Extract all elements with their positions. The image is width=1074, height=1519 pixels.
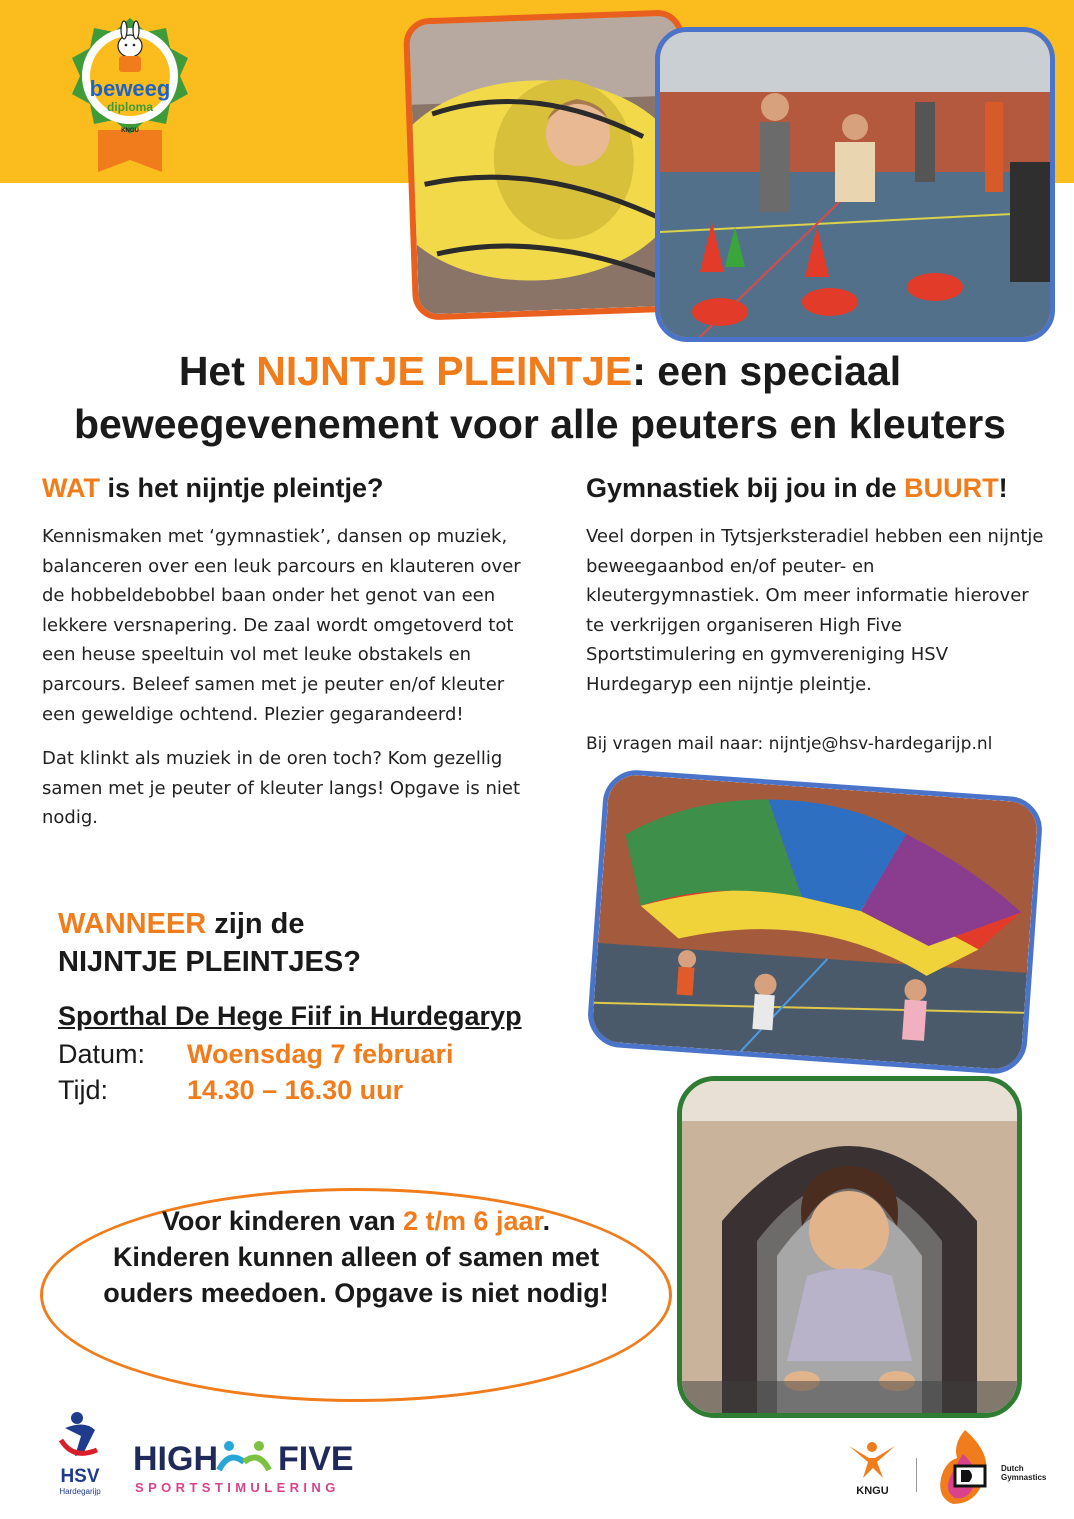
high-five-hands-icon: [215, 1440, 273, 1474]
wat-paragraph-1: Kennismaken met ‘gymnastiek’, dansen op muziek, balanceren over een leuk parcours en klauteren over de hobbeldebobbel baan onder het genot van een lekkere versnapering. De zaal wordt omgetoverd tot een heuse speeltuin vol met leuke obstakels en parcours. Beleef samen met je peuter en/of kleuter een geweldige ochtend. Plezier gegarandeerd!: [42, 526, 521, 725]
venue: Sporthal De Hege Fiif in Hurdegaryp: [58, 1001, 522, 1031]
flame-icon: [935, 1428, 995, 1506]
wat-paragraph-2: Dat klinkt als muziek in de oren toch? Kom gezellig samen met je peuter of kleuter langs! Opgave is niet nodig.: [42, 748, 521, 829]
buurt-text: [586, 522, 1046, 759]
logo-line1: beweeg: [89, 76, 171, 101]
logo-line2: diploma: [106, 100, 154, 114]
hsv-name: HSV: [60, 1466, 100, 1487]
photo-gym-hall: [655, 27, 1055, 342]
date-value: Woensdag 7 februari: [187, 1039, 454, 1069]
dutch-gymnastics-logo: [935, 1428, 1060, 1508]
callout-text: [90, 1203, 622, 1311]
time-label: Tijd:: [58, 1075, 109, 1105]
wanneer-heading: [58, 905, 361, 981]
photo-parachute: [586, 768, 1044, 1076]
time-row: [58, 1075, 403, 1106]
page-title: [20, 345, 1060, 451]
kngu-logo: [845, 1440, 900, 1500]
photo-girl-tunnel: [677, 1076, 1022, 1418]
high-five-logo: [133, 1440, 363, 1500]
title-part2: : een speciaal: [632, 348, 902, 394]
wat-text: [42, 522, 537, 833]
high-five-subtitle: SPORTSTIMULERING: [135, 1480, 340, 1495]
gymnastics-word: Gymnastics: [1001, 1473, 1047, 1482]
buurt-heading: [586, 473, 1008, 504]
footer-divider: [916, 1458, 917, 1492]
callout-part2: .: [542, 1206, 551, 1236]
title-line2: beweegevenement voor alle peuters en kleuters: [74, 401, 1006, 447]
photo-tunnel-child: [403, 9, 693, 321]
high-five-left: HIGH: [133, 1440, 218, 1478]
hsv-logo: [55, 1410, 105, 1502]
buurt-paragraph: Veel dorpen in Tytsjerksteradiel hebben een nijntje beweegaanbod en/of peuter- en kleutergymnastiek. Om meer informatie hierover te verkrijgen organiseren High Five Sportstimulering en gymvereniging HSV Hurdegaryp een nijntje pleintje.: [586, 526, 1044, 695]
title-part1: Het: [178, 348, 257, 394]
kngu-name: KNGU: [856, 1485, 889, 1497]
high-five-right: FIVE: [278, 1440, 354, 1478]
beweeg-diploma-logo: [60, 10, 200, 175]
wanneer-heading-line2: NIJNTJE PLEINTJES?: [58, 946, 361, 978]
contact-email[interactable]: Bij vragen mail naar: nijntje@hsv-hardegarijp.nl: [586, 733, 993, 754]
buurt-heading-highlight: BUURT: [904, 473, 999, 503]
callout-highlight: 2 t/m 6 jaar: [402, 1206, 543, 1236]
callout-line2: Kinderen kunnen alleen of samen met ouders meedoen. Opgave is niet nodig!: [103, 1242, 609, 1308]
time-value: 14.30 – 16.30 uur: [187, 1075, 404, 1105]
callout-part1: Voor kinderen van: [161, 1206, 403, 1236]
date-row: [58, 1039, 454, 1070]
title-highlight: NIJNTJE PLEINTJE: [256, 348, 633, 394]
buurt-heading-end: !: [998, 473, 1008, 503]
buurt-heading-rest: Gymnastiek bij jou in de: [586, 473, 905, 503]
wanneer-heading-highlight: WANNEER: [58, 908, 207, 940]
wat-heading-highlight: WAT: [42, 473, 100, 503]
wat-heading-rest: is het nijntje pleintje?: [99, 473, 384, 503]
hsv-subtitle: Hardegarijp: [59, 1487, 101, 1496]
logo-org: KNGU: [121, 128, 139, 134]
wat-heading: [42, 473, 384, 504]
dutch-word: Dutch: [1001, 1464, 1024, 1473]
kngu-figure-icon: [845, 1440, 900, 1480]
date-label: Datum:: [58, 1039, 146, 1069]
wanneer-heading-rest: zijn de: [206, 908, 305, 940]
hsv-figure-icon: [55, 1410, 105, 1462]
